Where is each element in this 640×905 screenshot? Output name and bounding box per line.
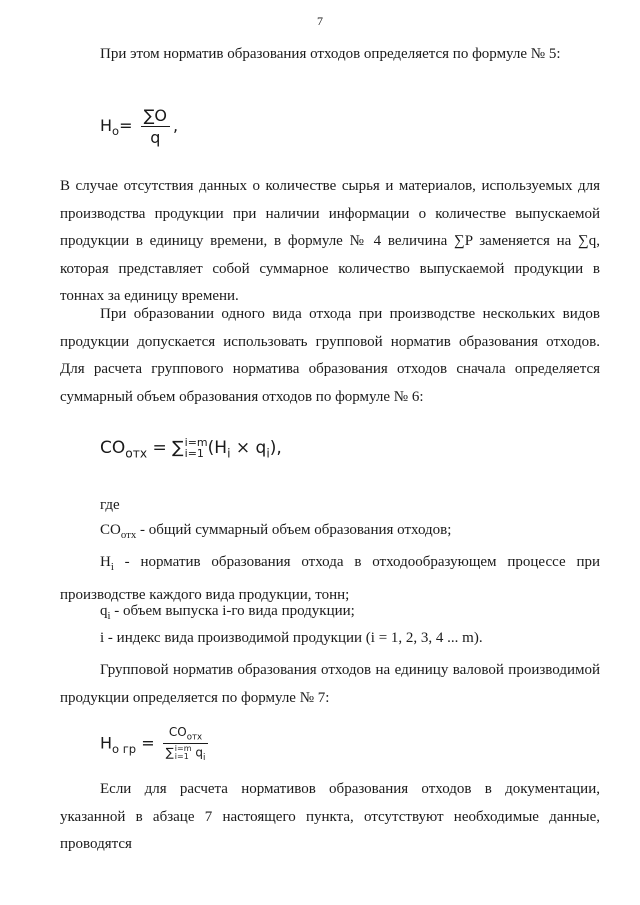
formula-7-den-sum: ∑ xyxy=(165,745,174,760)
formula-7-eq: = xyxy=(141,733,155,753)
where-label: где xyxy=(100,497,120,513)
formula-5-lhs-sub: о xyxy=(112,124,120,139)
paragraph-2: При образовании одного вида отхода при производстве нескольких видов продукции допускается использовать групповой норматив образования отходов. Для расчета группового норматива образования отходов сначала определяется суммарный объем образования отходов по формуле № 6: xyxy=(60,306,600,405)
formula-7-fraction xyxy=(163,725,209,763)
formula-6-times: × q xyxy=(230,438,267,458)
formula-6-lower-limit: i=1 xyxy=(184,447,204,460)
definition-co-symbol: СО xyxy=(100,522,121,538)
formula-6-upper-limit: i=m xyxy=(184,436,208,449)
formula-5 xyxy=(100,106,178,147)
formula-6-sum: = ∑ xyxy=(152,438,184,458)
definition-h xyxy=(60,549,600,609)
paragraph-4: Если для расчета нормативов образования отходов в документации, указанной в абзаце 7 настоящего пункта, отсутствуют необходимые данные, проводятся xyxy=(60,781,600,852)
formula-7-den-lower: i=1 xyxy=(174,752,189,762)
formula-6-q-sub: i xyxy=(266,446,270,461)
definition-h-text: - норматив образования отхода в отходообразующем процессе при производстве каждого вида продукции, тонн; xyxy=(60,554,600,603)
formula-5-lhs: Н xyxy=(100,116,113,135)
formula-6-h-sub: i xyxy=(227,446,231,461)
formula-7-lhs-sub: о гр xyxy=(112,741,137,756)
definition-co-sub: отх xyxy=(120,529,137,541)
definition-co xyxy=(100,522,451,541)
formula-7-denominator xyxy=(163,744,209,763)
formula-7-den-limits xyxy=(175,745,192,761)
definition-q xyxy=(100,603,355,622)
formula-6-limits xyxy=(185,437,208,459)
formula-7-num-sub: отх xyxy=(186,732,203,743)
formula-5-numerator: ∑О xyxy=(141,106,170,127)
paragraph-3: Групповой норматив образования отходов на единицу валовой производимой продукции определяется по формуле № 7: xyxy=(60,662,600,706)
formula-6-lhs: СО xyxy=(100,438,126,458)
formula-5-fraction xyxy=(141,106,170,147)
formula-5-denominator: q xyxy=(150,128,161,147)
formula-5-eq: = xyxy=(119,116,133,135)
formula-6 xyxy=(100,437,282,460)
definition-h-symbol: Н xyxy=(100,554,111,570)
definition-i: i - индекс вида производимой продукции (i = 1, 2, 3, 4 ... m). xyxy=(100,630,483,646)
formula-7-lhs: Н xyxy=(100,733,113,753)
paragraph-1: В случае отсутствия данных о количестве сырья и материалов, используемых для производства продукции при наличии информации о количестве выпускаемой продукции в единицу времени, в формуле № 4 величина ∑P заменяется на ∑q, которая представляет собой суммарное количество выпускаемой продукции в тоннах за единицу времени. xyxy=(60,178,600,304)
formula-7-den-upper: i=m xyxy=(174,744,192,754)
formula-6-close: ), xyxy=(269,438,282,458)
formula-7-numerator xyxy=(163,725,209,744)
definition-co-text: - общий суммарный объем образования отходов; xyxy=(136,522,452,538)
formula-7-den-q-sub: i xyxy=(202,753,206,764)
formula-6-lhs-sub: отх xyxy=(125,446,148,461)
formula-7 xyxy=(100,725,211,763)
definition-q-sub: i xyxy=(107,610,111,622)
formula-7-num-symbol: СО xyxy=(168,725,187,739)
definition-q-text: - объем выпуска i-го вида продукции; xyxy=(110,603,355,619)
formula-7-den-q: q xyxy=(191,745,203,760)
definition-h-sub: i xyxy=(110,561,114,573)
definition-q-symbol: q xyxy=(100,603,108,619)
formula-5-tail: , xyxy=(172,116,179,135)
formula-6-open: (Н xyxy=(207,438,228,458)
intro-text: При этом норматив образования отходов определяется по формуле № 5: xyxy=(100,46,561,62)
page-number: 7 xyxy=(317,14,323,28)
